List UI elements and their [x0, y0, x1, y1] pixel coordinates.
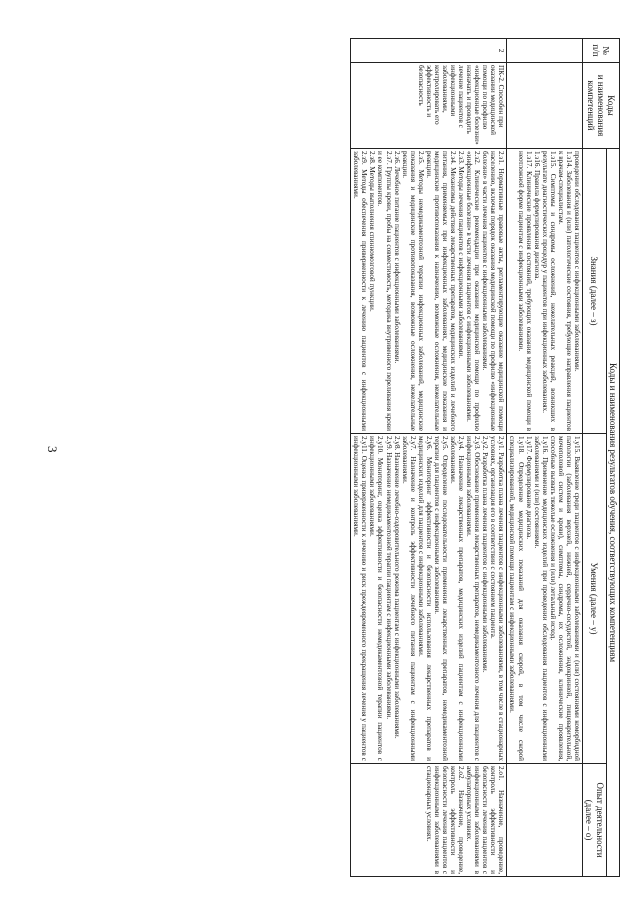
header-num: № п/п — [582, 39, 619, 63]
knowledge-item: 2.з9. Методы обеспечения приверженности к лечению пациентов с инфекционными заболеваниями. — [352, 151, 369, 431]
skills-item: 1.у15. Выявление среди пациентов с инфекционными заболеваниями и (или) состояниями коморбидной патологии (заболевания верхней, нижней, сердечно-сосудистой, эндокринной, пищеварительной, мочеполовой систем и крови), симптомы, синдромы, их осложнения, клинические проявления, способные вызвать тяжелые осложнения и (или) летальный исход. — [548, 436, 581, 761]
experience-item: 2.о1. Назначение, проведение, контроль эффективности и безопасности лечения пациентов с инфекционными заболеваниями в амбулаторных условиях. — [465, 766, 506, 875]
header-results-group: Коды и наименования результатов обучения, соответствующих компетенциям — [606, 149, 619, 877]
skills-item: 1.у16. Применение медицинских изделий при проведении обследования пациентов с инфекционными заболеваниями и (или) состояниями. — [532, 436, 549, 761]
header-row-2 — [582, 39, 606, 877]
row-number: 2 — [351, 39, 507, 63]
knowledge-cell — [507, 149, 583, 434]
skills-item: 2.у8. Назначение лечебно-оздоровительного режима пациентам с инфекционными заболеваниями. — [392, 436, 401, 739]
knowledge-item: 2.з3. Методы лечения пациентов с инфекционными заболеваниями. — [457, 151, 466, 359]
knowledge-item: 2.з1. Нормативные правовые акты, регламентирующие оказание медицинской помощи населению, включая порядок оказания медицинской помощи по профилю «инфекционные болезни» в части лечения пациентов с инфекционными заболеваниями. — [481, 151, 506, 431]
skills-item: 1.у18. Определение медицинских показаний для оказания скорой, в том числе скорой специализированной, медицинской помощи пациентам с инфекционными заболеваниями. — [508, 436, 525, 761]
header-experience: Опыт деятельности (далее – о) — [582, 764, 606, 877]
skills-item: 2.у7. Назначение и контроль эффективности лечебного питания пациентам с инфекционными заболеваниями. — [400, 436, 417, 761]
row-number — [507, 39, 583, 63]
skills-item: 2.у6. Мониторинг эффективности и безопасности использования лекарственных препаратов и медицинских изделий для пациентов с инфекционными заболеваниями. — [416, 436, 433, 761]
header-skills: Умения (далее – у) — [582, 434, 606, 764]
knowledge-item: 2.з2. Клинические рекомендации при оказании медицинской помощи по профилю «инфекционные болезни» в части лечения пациентов с инфекционными заболеваниями. — [465, 151, 482, 431]
experience-cell — [507, 764, 583, 877]
knowledge-item: 2.з7. Группы крови, пробы на совместимость, методика внутривенного переливания крови и ее компонентов. — [376, 151, 393, 431]
skills-item: 2.у2. Разработка плана лечения пациентов с инфекционными заболеваниями. — [481, 436, 490, 673]
skills-item: 2.у11. Оценка приверженности к лечению и риск преждевременного прекращения лечения у пациентов с инфекционными заболеваниями. — [352, 436, 369, 761]
table-row — [507, 39, 583, 877]
table-row — [351, 39, 507, 877]
knowledge-item: 2.з4. Механизмы действия лекарственных препаратов, медицинских изделий и лечебного питания, применяемых при инфекционных заболеваниях, медицинские показания и медицинские противопоказания к назначению, возможные осложнения, нежелательные реакции. — [424, 151, 458, 431]
skills-item: 2.у9. Назначение немедикаментозной терапии пациентам с инфекционными заболеваниями. — [384, 436, 393, 720]
table-body — [351, 39, 583, 877]
competence-table-container — [30, 38, 620, 876]
knowledge-cell — [351, 149, 507, 434]
skills-cell — [507, 434, 583, 764]
header-codes: Коды и наименования компетенций — [582, 63, 619, 149]
skills-cell — [351, 434, 507, 764]
page-number: 3 — [45, 446, 60, 453]
knowledge-item: 2.з8. Методы выполнения спинномозговой пункции. — [368, 151, 377, 312]
knowledge-item: 2.з6. Лечебное питание пациентов с инфекционными заболеваниями. — [392, 151, 401, 364]
competence-cell — [507, 63, 583, 149]
knowledge-item: проведении обследования пациентов с инфекционными заболеваниями. — [572, 151, 581, 372]
header-knowledge: Знания (далее – з) — [582, 149, 606, 434]
skills-item: 2.у3. Обоснование применения лекарственных препаратов, немедикаментозного лечения для пациентов с инфекционными заболеваниями. — [465, 436, 482, 761]
competence-cell: ПК-2. Способен при оказании медицинской помощи по профилю «инфекционные болезни» назначать и проводить лечение пациентов с инфекционными заболеваниями, контролировать его эффективность и безопасность — [351, 63, 507, 149]
experience-cell — [351, 764, 507, 877]
knowledge-item: 1.з15. Симптомы и синдромы осложнений, нежелательных реакций, возникших в результате диагностических процедур у пациентов при инфекционных заболеваниях. — [540, 151, 557, 431]
competence-table — [350, 38, 620, 877]
knowledge-item: 2.з5. Методы немедикаментозной терапии инфекционных заболеваний, медицинские показания и медицинские противопоказания, возможные осложнения, нежелательные реакции. — [400, 151, 425, 431]
skills-item: 2.у1. Разработка плана лечения пациентов с инфекционными заболеваниями, в том числе в стационарных условиях, организация его в соответствии с состоянием пациента. — [489, 436, 506, 761]
skills-item: 2.у10. Мониторинг, оценка эффективности и безопасности немедикаментозной терапии пациентов с инфекционными заболеваниями. — [368, 436, 385, 761]
knowledge-item: 1.з16. Правила формулирования диагноза. — [532, 151, 541, 281]
skills-item: 2.у4. Назначение лекарственных препаратов, медицинских изделий пациентам с инфекционными заболеваниями. — [449, 436, 466, 761]
skills-item: 1.у17. Формулирование диагноза. — [524, 436, 533, 540]
knowledge-item: 1.з14. Заболевания и (или) патологические состояния, требующие направления пациентов к врачам-специалистам. — [556, 151, 573, 431]
header-row-1 — [606, 39, 619, 877]
knowledge-item: 1.з17. Клинические проявления состояний, требующих оказания медицинской помощи в неотложной форме пациентам с инфекционными заболеваниями. — [516, 151, 533, 431]
experience-item: 2.о2. Назначение, проведение, контроль эффективности и безопасности лечения пациентов с инфекционными заболеваниями в стационарных условиях. — [424, 766, 466, 875]
skills-item: 2.у5. Определение последовательности применения лекарственных препаратов, немедикаментозной терапии для пациентов с инфекционными заболеваниями. — [432, 436, 449, 761]
